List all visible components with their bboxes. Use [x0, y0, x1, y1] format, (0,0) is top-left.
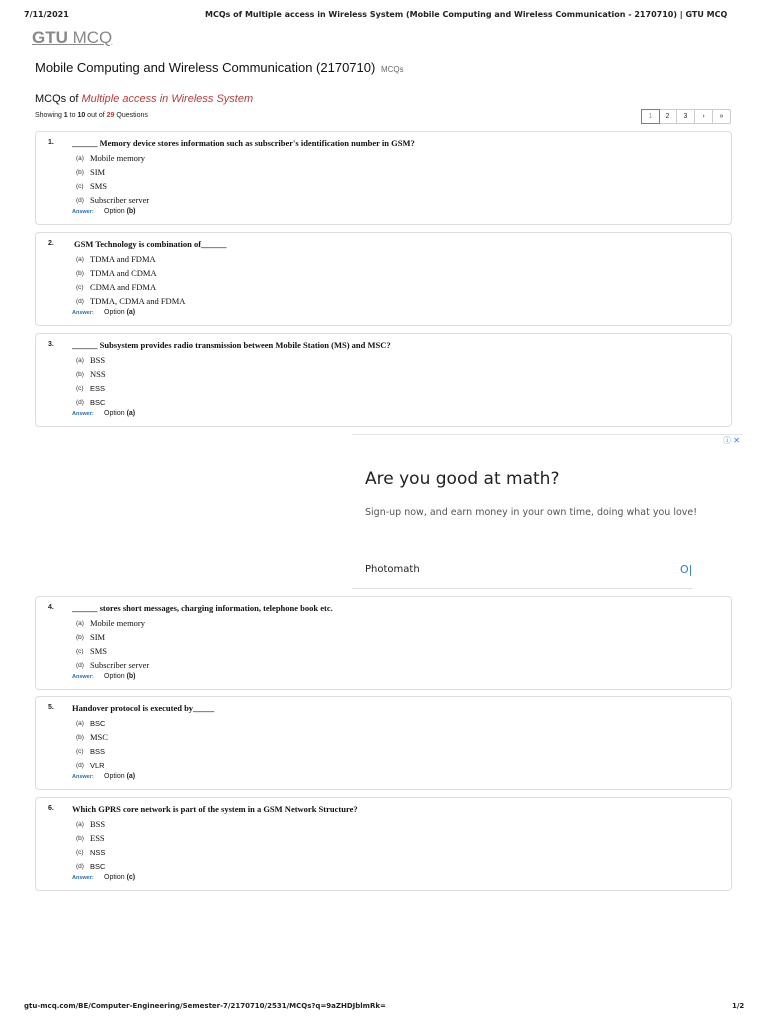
print-url: gtu-mcq.com/BE/Computer-Engineering/Semester-7/2170710/2531/MCQs?q=9aZHDJblmRk=: [24, 1002, 386, 1010]
option-letter: (b): [76, 633, 84, 641]
option-text: BSS: [90, 819, 106, 829]
option-letter: (d): [76, 398, 84, 406]
showing-to: 10: [77, 112, 86, 119]
answer-value: [104, 410, 135, 417]
showing-pre: Showing: [35, 112, 64, 119]
option-text: VLR: [90, 760, 105, 770]
option-item: [76, 179, 149, 193]
answer-option: (b): [126, 673, 136, 680]
option-text: BSC: [90, 397, 106, 407]
option-text: TDMA, CDMA and FDMA: [90, 296, 186, 306]
option-item: [76, 280, 185, 294]
option-text: BSS: [90, 746, 106, 756]
option-letter: (b): [76, 370, 84, 378]
question-number: 2.: [48, 240, 54, 247]
option-text: SMS: [90, 181, 108, 191]
option-letter: (d): [76, 761, 84, 769]
answer-label: Answer:: [72, 410, 94, 417]
option-item: [76, 630, 149, 644]
option-item: [76, 151, 149, 165]
options-list: [76, 616, 149, 672]
option-item: [76, 616, 149, 630]
answer-option: (a): [126, 410, 136, 417]
option-letter: (c): [76, 747, 84, 755]
option-item: [76, 165, 149, 179]
question-card: [35, 333, 732, 427]
answer-value: [104, 309, 135, 316]
option-letter: (c): [76, 848, 84, 856]
answer-label: Answer:: [72, 874, 94, 881]
answer-option: (a): [126, 309, 136, 316]
ad-info-close-icon[interactable]: ⓘ ✕: [723, 436, 740, 445]
answer-row: [72, 773, 135, 780]
answer-option: (c): [126, 874, 136, 881]
option-letter: (b): [76, 733, 84, 741]
option-item: [76, 859, 105, 873]
answer-prefix: Option: [104, 208, 127, 215]
answer-option: (b): [126, 208, 136, 215]
option-item: [76, 381, 106, 395]
option-text: Mobile memory: [90, 153, 146, 163]
question-card: [35, 696, 732, 790]
answer-value: [104, 874, 135, 881]
option-letter: (a): [76, 820, 84, 828]
option-letter: (a): [76, 719, 84, 727]
question-card: [35, 797, 732, 891]
options-list: [76, 151, 149, 207]
option-text: Mobile memory: [90, 618, 146, 628]
logo-bold: GTU: [32, 28, 68, 47]
ad-subtext: Sign-up now, and earn money in your own time, doing what you love!: [365, 507, 698, 518]
option-letter: (b): [76, 269, 84, 277]
option-item: [76, 817, 105, 831]
option-item: [76, 831, 105, 845]
options-list: [76, 716, 108, 772]
answer-value: [104, 208, 136, 215]
option-text: SIM: [90, 167, 106, 177]
option-text: ESS: [90, 383, 106, 393]
option-letter: (b): [76, 834, 84, 842]
option-letter: (c): [76, 647, 84, 655]
option-letter: (b): [76, 168, 84, 176]
options-list: [76, 353, 106, 409]
option-item: [76, 353, 106, 367]
option-item: [76, 845, 105, 859]
answer-label: Answer:: [72, 773, 94, 780]
option-text: NSS: [90, 847, 106, 857]
question-number: 4.: [48, 604, 54, 611]
option-text: BSS: [90, 355, 106, 365]
option-text: TDMA and FDMA: [90, 254, 156, 264]
page-2-button[interactable]: 2: [659, 110, 677, 123]
option-item: [76, 644, 149, 658]
answer-label: Answer:: [72, 309, 94, 316]
options-list: [76, 817, 105, 873]
question-card: [35, 596, 732, 690]
option-item: [76, 758, 108, 772]
page-1-button[interactable]: 1: [641, 109, 660, 124]
answer-value: [104, 773, 135, 780]
option-letter: (a): [76, 619, 84, 627]
answer-prefix: Option: [104, 309, 127, 316]
option-text: BSC: [90, 718, 106, 728]
print-title: MCQs of Multiple access in Wireless System (Mobile Computing and Wireless Communication - 2170710) | GTU MCQ: [205, 10, 728, 19]
option-letter: (d): [76, 297, 84, 305]
answer-option: (a): [126, 773, 136, 780]
section-heading: [35, 93, 253, 105]
question-text: Handover protocol is executed by_____: [72, 703, 215, 713]
question-text: GSM Technology is combination of______: [74, 239, 227, 249]
print-date: 7/11/2021: [24, 10, 69, 19]
option-item: [76, 193, 149, 207]
option-letter: (c): [76, 182, 84, 190]
answer-row: [72, 673, 136, 680]
option-item: [76, 395, 106, 409]
answer-prefix: Option: [104, 673, 127, 680]
showing-from: 1: [63, 112, 68, 119]
option-text: TDMA and CDMA: [90, 268, 157, 278]
showing-mid: to: [67, 112, 78, 119]
ad-advertiser[interactable]: Photomath: [365, 564, 420, 575]
options-list: [76, 252, 185, 308]
question-card: [35, 131, 732, 225]
question-text: ______ Memory device stores information such as subscriber's identification number in GSM?: [72, 138, 415, 148]
question-text: ______ Subsystem provides radio transmission between Mobile Station (MS) and MSC?: [72, 340, 391, 350]
ad-open-button[interactable]: O|: [680, 563, 693, 576]
answer-row: [72, 309, 135, 316]
option-item: [76, 294, 185, 308]
ad-headline[interactable]: Are you good at math?: [365, 469, 560, 489]
option-item: [76, 730, 108, 744]
option-text: MSC: [90, 732, 108, 742]
question-number: 5.: [48, 704, 54, 711]
option-text: NSS: [90, 369, 106, 379]
option-text: SMS: [90, 646, 108, 656]
option-letter: (d): [76, 661, 84, 669]
answer-label: Answer:: [72, 208, 94, 215]
showing-post: Questions: [114, 112, 148, 119]
option-item: [76, 744, 108, 758]
answer-row: [72, 208, 136, 215]
option-text: SIM: [90, 632, 106, 642]
option-letter: (a): [76, 154, 84, 162]
option-item: [76, 252, 185, 266]
option-letter: (c): [76, 384, 84, 392]
option-letter: (a): [76, 356, 84, 364]
site-logo[interactable]: [32, 28, 112, 48]
next-page-icon[interactable]: ›: [695, 110, 713, 123]
option-text: BSC: [90, 861, 106, 871]
option-letter: (d): [76, 196, 84, 204]
question-card: [35, 232, 732, 326]
showing-mid2: out of: [85, 112, 107, 119]
print-page-number: 1/2: [732, 1002, 745, 1010]
answer-prefix: Option: [104, 773, 127, 780]
answer-label: Answer:: [72, 673, 94, 680]
answer-row: [72, 410, 135, 417]
option-letter: (c): [76, 283, 84, 291]
showing-total: 29: [106, 112, 115, 119]
logo-light: MCQ: [67, 28, 113, 47]
option-item: [76, 716, 108, 730]
course-name: Mobile Computing and Wireless Communication (2170710): [35, 60, 376, 75]
question-number: 6.: [48, 805, 54, 812]
option-item: [76, 266, 185, 280]
option-text: Subscriber server: [90, 660, 150, 670]
option-item: [76, 658, 149, 672]
results-count: [35, 112, 148, 119]
page-3-button[interactable]: 3: [677, 110, 695, 123]
option-text: CDMA and FDMA: [90, 282, 157, 292]
course-tag: MCQs: [380, 65, 404, 74]
option-letter: (d): [76, 862, 84, 870]
section-prefix: MCQs of: [35, 93, 82, 105]
course-title: [35, 60, 404, 75]
last-page-icon[interactable]: »: [719, 113, 724, 120]
ad-divider: [352, 588, 692, 589]
answer-prefix: Option: [104, 410, 127, 417]
option-text: Subscriber server: [90, 195, 150, 205]
question-number: 1.: [48, 139, 54, 146]
question-text: ______ stores short messages, charging information, telephone book etc.: [72, 603, 333, 613]
answer-value: [104, 673, 136, 680]
pagination: [641, 109, 731, 124]
option-text: ESS: [90, 833, 105, 843]
advertisement[interactable]: [352, 434, 742, 591]
section-topic: Multiple access in Wireless System: [81, 93, 254, 105]
question-number: 3.: [48, 341, 54, 348]
option-letter: (a): [76, 255, 84, 263]
answer-row: [72, 874, 135, 881]
option-item: [76, 367, 106, 381]
answer-prefix: Option: [104, 874, 127, 881]
question-text: Which GPRS core network is part of the system in a GSM Network Structure?: [72, 804, 358, 814]
